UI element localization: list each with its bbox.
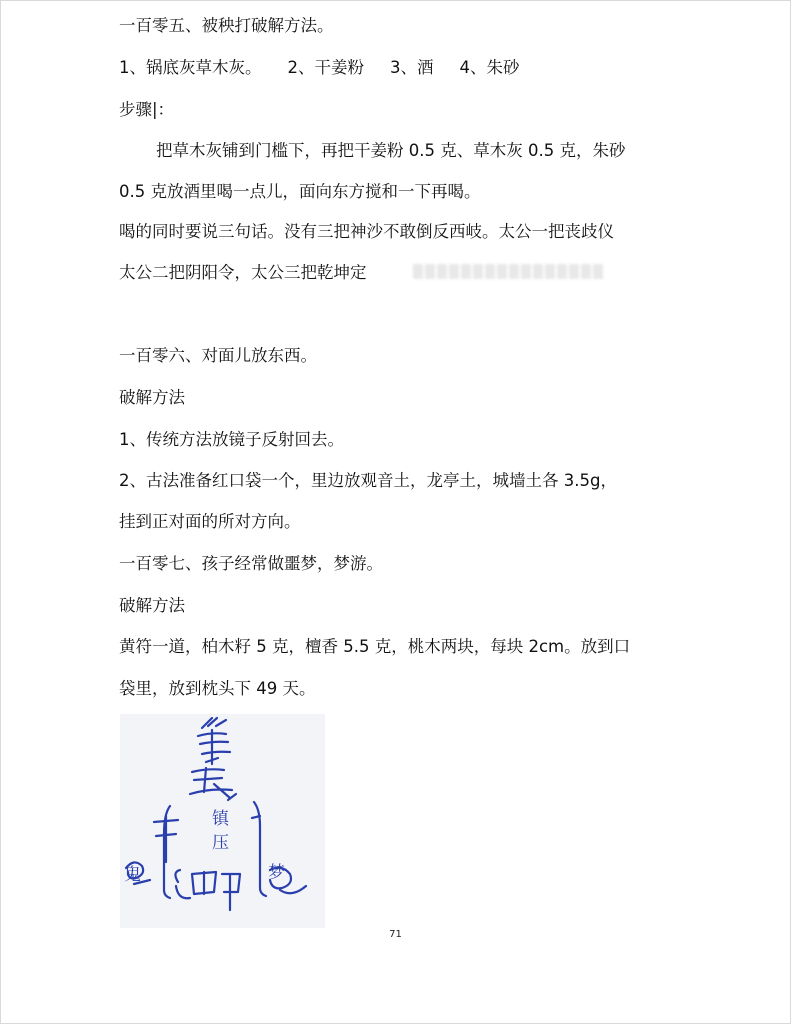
material-item-2: 2、干姜粉 [287,58,364,77]
material-item-1: 1、锅底灰草木灰。 [119,58,262,77]
talisman-char-zhen: 镇 [212,809,229,829]
solution-106-item-2-line-2: 挂到正对面的所对方向。 [119,512,301,531]
section-heading-106: 一百零六、对面儿放东西。 [119,346,317,365]
section-heading-107: 一百零七、孩子经常做噩梦，梦游。 [119,554,383,573]
talisman-char-meng: 梦 [268,863,285,883]
solution-107-line-1: 黄符一道，柏木籽 5 克，檀香 5.5 克，桃木两块，每块 2cm。放到口 [119,637,631,656]
talisman-char-ghost: 鬼 [124,865,141,885]
talisman-image [120,714,325,928]
solution-label-107: 破解方法 [119,596,185,615]
section-heading-105: 一百零五、被秧打破解方法。 [119,16,334,35]
material-item-4: 4、朱砂 [459,58,520,77]
solution-106-item-1: 1、传统方法放镜子反射回去。 [119,430,344,449]
steps-label: 步骤|： [119,100,175,119]
material-item-3: 3、酒 [390,58,434,77]
materials-line [119,57,520,79]
steps-paragraph-line-2: 0.5 克放酒里喝一点儿，面向东方搅和一下再喝。 [119,182,481,201]
steps-paragraph-line-1: 把草木灰铺到门槛下，再把干姜粉 0.5 克、草木灰 0.5 克，朱砂 [156,141,626,160]
page-number: 71 [389,929,402,940]
chant-line-2: 太公二把阴阳令，太公三把乾坤定 [119,263,367,282]
chant-line-1: 喝的同时要说三句话。没有三把神沙不敢倒反西岐。太公一把丧歧仪 [119,222,614,241]
talisman-char-ya: 压 [212,833,229,853]
talisman-drawing [120,714,325,928]
faint-bleed-through-text: ▒▒▒▒▒▒▒▒▒▒▒▒▒▒▒▒ [413,265,605,280]
solution-107-line-2: 袋里，放到枕头下 49 天。 [119,679,316,698]
solution-106-item-2-line-1: 2、古法准备红口袋一个，里边放观音土，龙亭土，城墙土各 3.5g， [119,471,617,490]
solution-label-106: 破解方法 [119,388,185,407]
